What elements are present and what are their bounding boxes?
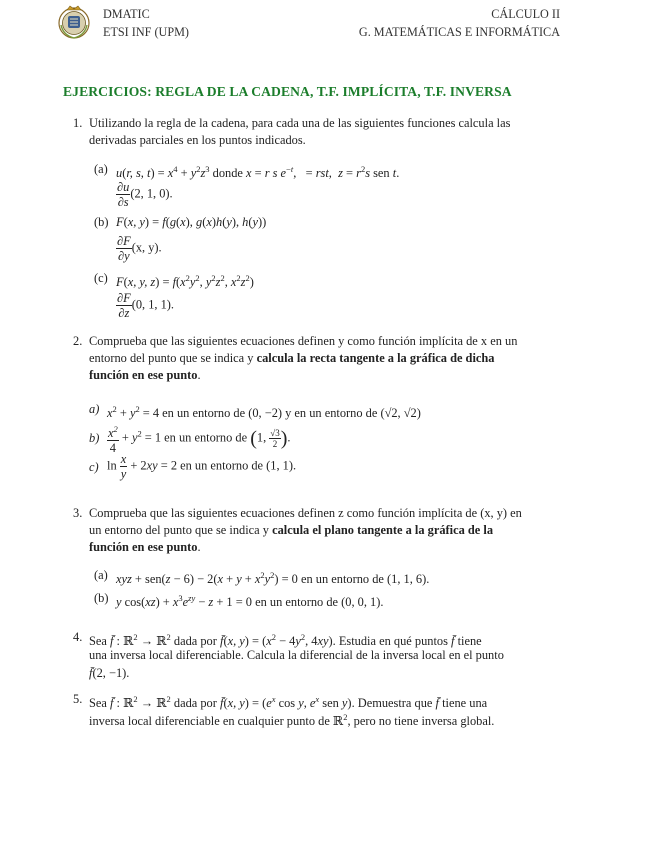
ex2-intro-line1: Comprueba que las siguientes ecuaciones definen y como función implícita de x en un bbox=[89, 334, 518, 348]
header-degree: G. MATEMÁTICAS E INFORMÁTICA bbox=[358, 25, 560, 39]
ex2-number: 2. bbox=[73, 334, 83, 348]
ex1-c-point: (0, 1, 1). bbox=[131, 297, 175, 312]
header-school: ETSI INF (UPM) bbox=[103, 25, 189, 39]
ex4-number: 4. bbox=[73, 630, 83, 644]
ex3-intro-line2 bbox=[89, 521, 493, 539]
ex2-b-label: b) bbox=[89, 431, 100, 445]
ex2-intro-bold: calcula la recta tangente a la gráfica de dicha bbox=[256, 351, 495, 365]
university-logo bbox=[58, 5, 90, 41]
ex3-a-text: en un entorno de (1, 1, 6). bbox=[297, 572, 430, 587]
crest-icon bbox=[58, 5, 90, 41]
ex1-b-point: (x, y). bbox=[131, 240, 162, 255]
ex2-intro-bold-end: función en ese punto bbox=[89, 368, 198, 382]
page-title: EJERCICIOS: REGLA DE LA CADENA, T.F. IMPLÍCITA, T.F. INVERSA bbox=[63, 84, 512, 99]
ex3-b-item: y $\cos(xz) + x^3e^{zy} - z + 1 = 0$ en un entorno de (0, 0, 1). bbox=[116, 593, 384, 610]
ex3-intro-plain: un entorno del punto que se indica y bbox=[89, 523, 273, 537]
ex2-c-text: en un entorno de (1, 1). bbox=[177, 458, 297, 473]
ex5-line2: inversa local diferenciable en cualquier punto de ℝ$^2$, pero no tiene inversa global. bbox=[89, 712, 495, 729]
ex5-line1: Sea f̄ : ℝ$^2$ → ℝ$^2$ dada por f̄(x, $y) = (e^x$ cos y, $e^x$ sen y). Demuestra que f̄ tiene una bbox=[89, 694, 488, 711]
ex2-b-text: en un entorno de bbox=[161, 430, 251, 445]
ex3-intro-line1: Comprueba que las siguientes ecuaciones definen z como función implícita de (x, y) en bbox=[89, 506, 522, 520]
ex3-b-label: (b) bbox=[94, 591, 109, 605]
ex3-a-item: xyz + $sen(z - 6) - 2(x + y + x^2y^2) = 0$ en un entorno de (1, 1, 6). bbox=[116, 570, 430, 587]
ex3-a-label: (a) bbox=[94, 568, 108, 582]
ex2-intro-plain: entorno del punto que se indica y bbox=[89, 351, 257, 365]
ex1-c-formula: F(x, y, $z) = f(x^2y^2$, $y^2z^2$, $x^2z^2$) bbox=[116, 273, 254, 290]
ex1-b-label: (b) bbox=[94, 215, 109, 229]
header-dept: DMATIC bbox=[103, 7, 150, 21]
ex3-number: 3. bbox=[73, 506, 83, 520]
ex1-a-derivative: $\frac{\partial u}{\partial s}$ (2, 1, 0). bbox=[117, 180, 173, 209]
ex2-a-item: $x^2 + y^2 = 4$ en un entorno de (0, −2) y en un entorno de (√2, √2) bbox=[107, 404, 421, 421]
ex4-line3: f̄(2, −1). bbox=[89, 666, 130, 680]
ex3-intro-bold: calcula el plano tangente a la gráfica de la bbox=[272, 523, 494, 537]
ex4-line2: una inversa local diferenciable. Calcula la diferencial de la inversa local en el punto bbox=[89, 648, 504, 662]
ex1-number: 1. bbox=[73, 116, 83, 130]
ex1-c-label: (c) bbox=[94, 271, 108, 285]
ex3-intro-bold-end: función en ese punto bbox=[89, 540, 198, 554]
ex1-c-derivative: $\frac{\partial F}{\partial z}$ (0, 1, 1). bbox=[117, 291, 175, 320]
ex3-intro-line3: función en ese punto. bbox=[89, 540, 201, 554]
ex1-b-derivative: $\frac{\partial F}{\partial y}$ (x, y). bbox=[117, 234, 162, 263]
ex1-intro-line2: derivadas parciales en los puntos indicados. bbox=[89, 133, 306, 147]
ex2-a-label: a) bbox=[89, 402, 100, 416]
ex1-a-formula: u(r, s, $t) = x^4 + y^2z^3$ donde x = r s $e^{-t}$, = rst, $z = r^2s$ sen t. bbox=[116, 164, 400, 181]
header-course: CÁLCULO II bbox=[491, 7, 560, 21]
ex2-c-label: c) bbox=[89, 460, 99, 474]
ex1-a-point: (2, 1, 0). bbox=[130, 186, 173, 201]
ex5-number: 5. bbox=[73, 692, 83, 706]
ex1-a-label: (a) bbox=[94, 162, 108, 176]
ex2-b-item: $\frac{x^2}{4}$ + $y^2 = 1$ en un entorno de (1, $\frac{√3}{2}$). bbox=[108, 424, 291, 456]
ex2-intro-line3: función en ese punto. bbox=[89, 368, 201, 382]
ex2-intro-line2 bbox=[89, 349, 494, 367]
ex2-a-text: en un entorno de (0, −2) y en un entorno de bbox=[159, 406, 381, 421]
ex2-c-item: ln $\frac{x}{y}$ + 2xy = 2 en un entorno de (1, 1). bbox=[107, 452, 297, 481]
ex1-b-formula: F(x, y) = f(g(x), g(x)h(y), h(y)) bbox=[116, 215, 267, 229]
ex4-line1: Sea f̄ : ℝ$^2$ → ℝ$^2$ dada por f̄(x, $y) = (x^2 - 4y^2$, 4xy). Estudia en qué puntos f̄ tiene bbox=[89, 632, 482, 649]
ex1-intro-line1: Utilizando la regla de la cadena, para cada una de las siguientes funciones calcula las bbox=[89, 116, 511, 130]
ex1-a-donde: donde bbox=[209, 166, 247, 181]
ex3-b-text: en un entorno de (0, 0, 1). bbox=[252, 595, 384, 610]
